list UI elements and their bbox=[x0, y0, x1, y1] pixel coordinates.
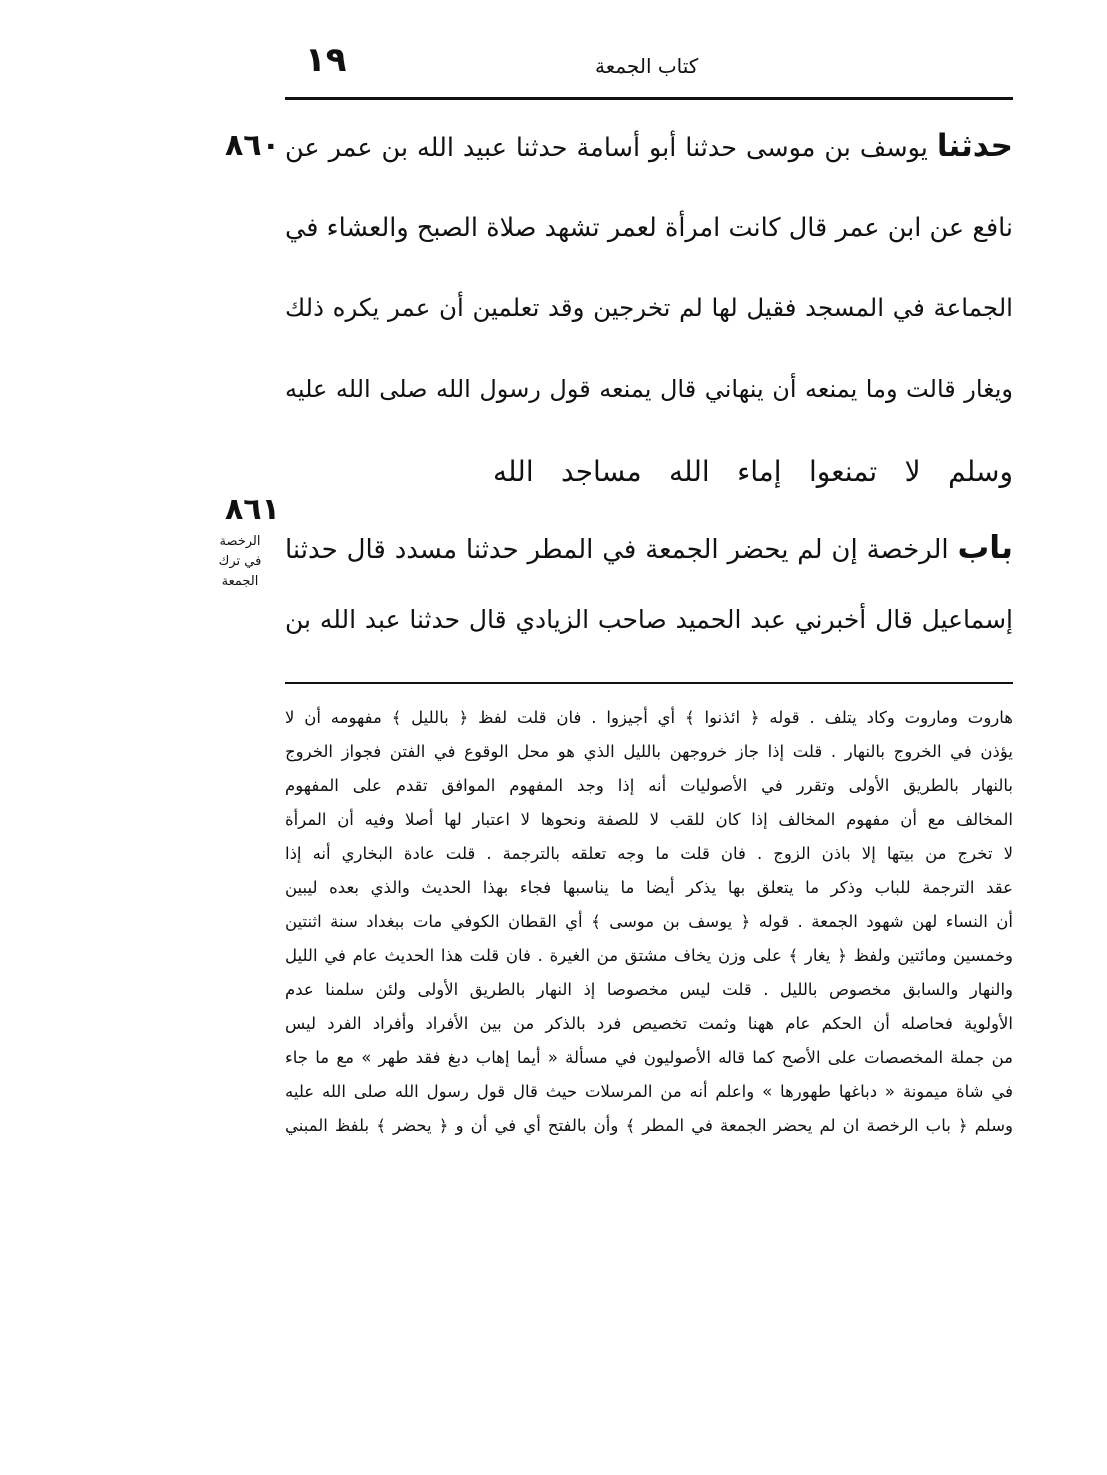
commentary-line: أن النساء لهن شهود الجمعة . قوله ﴿ يوسف بن موسى ﴾ أي القطان الكوفي مات ببغداد سنة اثنتين bbox=[285, 912, 1013, 931]
page-number: ١٩ bbox=[305, 40, 347, 80]
main-line bbox=[285, 530, 1013, 566]
margin-note bbox=[200, 532, 280, 592]
commentary-line: يؤذن في الخروج بالنهار . قلت إذا جاز خروجهن بالليل الذي هو محل الوقوع في الفتن فجواز الخروج bbox=[285, 742, 1013, 761]
commentary-line: من جملة المخصصات على الأصح كما قاله الأصوليون في مسألة « أيما إهاب دبغ فقد طهر » مع ما جاء bbox=[285, 1048, 1013, 1067]
main-line bbox=[285, 293, 1013, 322]
page-header bbox=[285, 40, 1015, 90]
line-text: الجماعة في المسجد فقيل لها لم تخرجين وقد تعلمين أن عمر يكره ذلك bbox=[285, 293, 1013, 322]
line-text: نافع عن ابن عمر قال كانت امرأة لعمر تشهد صلاة الصبح والعشاء في bbox=[285, 213, 1013, 243]
line-text: ويغار قالت وما يمنعه أن ينهاني قال يمنعه قول رسول الله صلى الله عليه bbox=[285, 375, 1013, 403]
commentary-line: الأولوية فحاصله أن الحكم عام ههنا وثمت تخصيص فرد بالذكر من بين الأفراد وأفراد الفرد ليس bbox=[285, 1014, 1013, 1033]
bab-heading: باب bbox=[957, 530, 1013, 566]
main-line bbox=[285, 213, 1013, 243]
main-line bbox=[285, 128, 1013, 164]
main-line bbox=[493, 455, 1013, 488]
main-line bbox=[285, 605, 1013, 634]
commentary-line: والنهار والسابق مخصوص بالليل . قلت ليس مخصوصا إذ النهار بالطريق الأولى ولئن سلمنا عدم bbox=[285, 980, 1013, 999]
line-text: وسلم لا تمنعوا إماء الله مساجد الله bbox=[493, 455, 1013, 488]
commentary-rule bbox=[285, 682, 1013, 684]
commentary-line: وخمسين ومائتين ولفظ ﴿ يغار ﴾ على وزن يخاف مشتق من الغيرة . فان قلت هذا الحديث عام في الليل bbox=[285, 946, 1013, 965]
commentary-line: المخالف مع أن مفهوم المخالف إذا كان للقب لا للصفة ونحوها لا اعتبار لها أصلا وفيه أن المرأة bbox=[285, 810, 1013, 829]
margin-note-line: الرخصة bbox=[219, 534, 261, 549]
header-rule bbox=[285, 97, 1013, 100]
commentary-line: عقد الترجمة للباب وذكر ما يتعلق بها يذكر أيضا ما يناسبها فجاء بهذا الحديث والذي بعده ليبين bbox=[285, 878, 1013, 897]
commentary-line: هاروت وماروت وكاد يتلف . قوله ﴿ ائذنوا ﴾ أي أجيزوا . فان قلت لفظ ﴿ بالليل ﴾ مفهومه أن لا bbox=[285, 708, 1013, 727]
margin-note-line: في ترك الجمعة bbox=[218, 554, 262, 589]
line-text: يوسف بن موسى حدثنا أبو أسامة حدثنا عبيد الله بن عمر عن bbox=[285, 133, 928, 163]
commentary-line: بالنهار بالطريق الأولى وتقرر في الأصوليات أنه إذا وجد المفهوم الموافق تقدم على المفهوم bbox=[285, 776, 1013, 795]
line-text: الرخصة إن لم يحضر الجمعة في المطر حدثنا مسدد قال حدثنا bbox=[285, 535, 949, 565]
line-text: إسماعيل قال أخبرني عبد الحميد صاحب الزيادي قال حدثنا عبد الله بن bbox=[285, 605, 1013, 634]
commentary-line: وسلم ﴿ باب الرخصة ان لم يحضر الجمعة في المطر ﴾ وأن بالفتح أي في أن و ﴿ يحضر ﴾ بلفظ المبني bbox=[285, 1116, 1013, 1135]
commentary-line: في شاة ميمونة « دباغها طهورها » واعلم أنه من المرسلات حيث قال قول رسول الله صلى الله عليه bbox=[285, 1082, 1013, 1101]
main-line bbox=[285, 375, 1013, 403]
hadith-number-861: ٨٦١ bbox=[225, 492, 280, 527]
commentary-line: لا تخرج من بيتها إلا باذن الزوج . فان قلت ما وجه تعلقه بالترجمة . قلت عادة البخاري أنه إذا bbox=[285, 844, 1013, 863]
lead-word: حدثنا bbox=[936, 128, 1013, 164]
hadith-number-860: ٨٦٠ bbox=[225, 128, 280, 163]
running-title: كتاب الجمعة bbox=[595, 54, 699, 78]
